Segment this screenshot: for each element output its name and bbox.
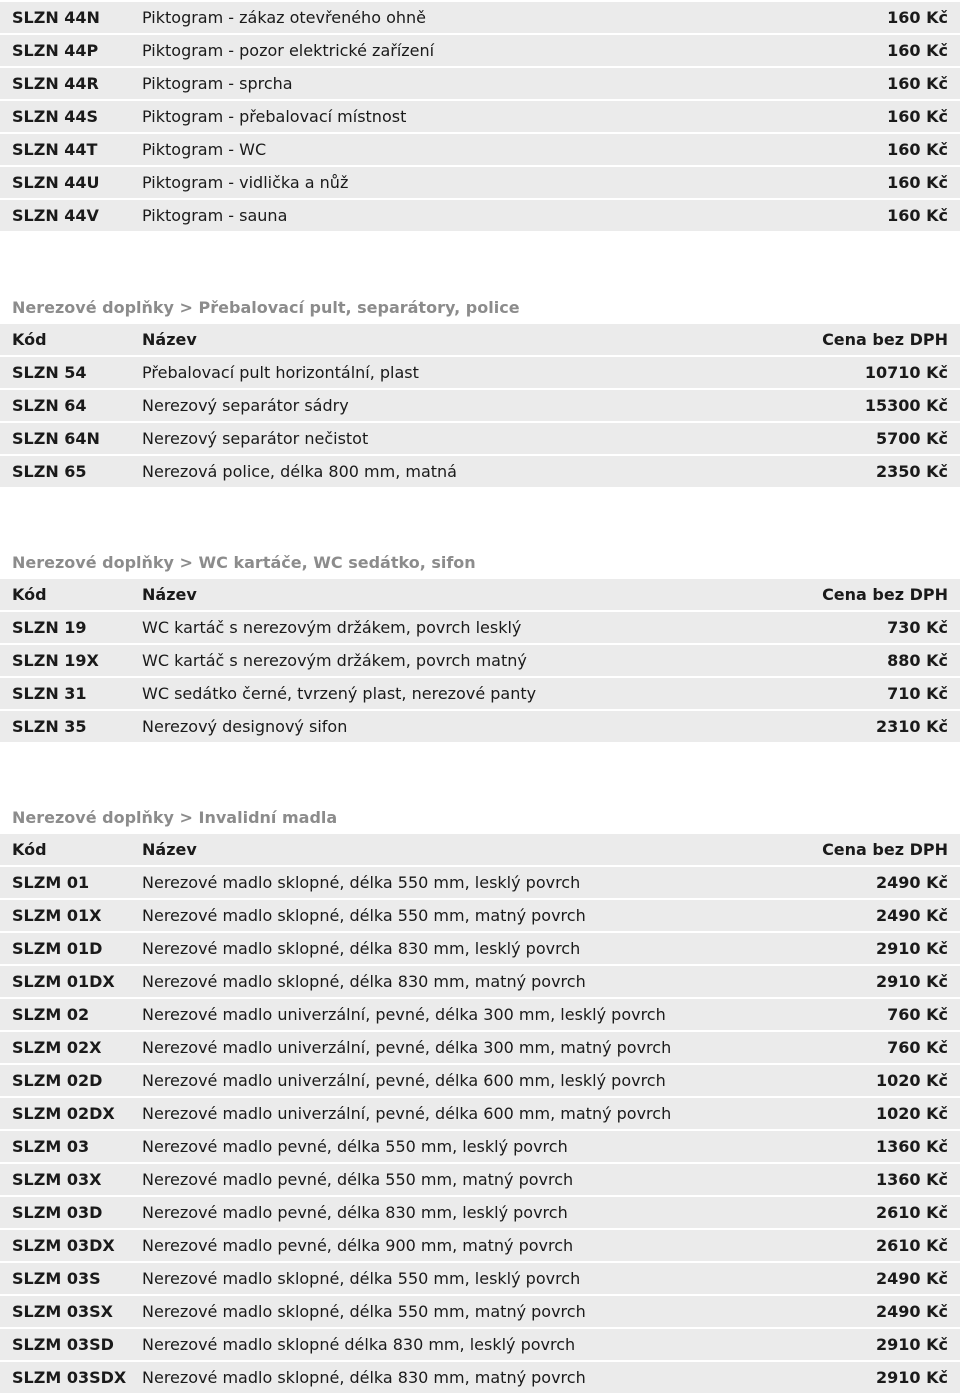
- header-row: [0, 579, 960, 612]
- product-name: Nerezové madlo sklopné délka 830 mm, lesklý povrch: [142, 1329, 760, 1362]
- product-price: 2350 Kč: [760, 456, 960, 489]
- table-row: [0, 134, 960, 167]
- product-code: SLZN 44P: [0, 35, 142, 68]
- table-row: [0, 1329, 960, 1362]
- product-code: SLZN 44N: [0, 2, 142, 35]
- product-code: SLZN 65: [0, 456, 142, 489]
- table-row: [0, 966, 960, 999]
- product-name: Nerezové madlo sklopné, délka 550 mm, matný povrch: [142, 1296, 760, 1329]
- product-price: 2490 Kč: [760, 900, 960, 933]
- product-name: Piktogram - vidlička a nůž: [142, 167, 760, 200]
- section-title: Nerezové doplňky > WC kartáče, WC sedátko, sifon: [12, 553, 476, 572]
- product-price: 1020 Kč: [760, 1098, 960, 1131]
- product-price: 5700 Kč: [760, 423, 960, 456]
- product-code: SLZM 02DX: [0, 1098, 142, 1131]
- product-name: Piktogram - přebalovací místnost: [142, 101, 760, 134]
- table-row: [0, 1032, 960, 1065]
- product-code: SLZM 03: [0, 1131, 142, 1164]
- pictogram-table: [0, 2, 960, 233]
- section-title: Nerezové doplňky > Přebalovací pult, separátory, police: [12, 298, 520, 317]
- product-name: Nerezové madlo sklopné, délka 830 mm, matný povrch: [142, 966, 760, 999]
- product-code: SLZM 02X: [0, 1032, 142, 1065]
- product-code: SLZM 01DX: [0, 966, 142, 999]
- product-code: SLZM 01D: [0, 933, 142, 966]
- product-code: SLZN 19X: [0, 645, 142, 678]
- product-name: Nerezové madlo univerzální, pevné, délka 300 mm, lesklý povrch: [142, 999, 760, 1032]
- product-name: Piktogram - zákaz otevřeného ohně: [142, 2, 760, 35]
- table-row: [0, 200, 960, 233]
- table-row: [0, 1362, 960, 1395]
- header-price: Cena bez DPH: [760, 834, 960, 867]
- product-name: Nerezový separátor nečistot: [142, 423, 760, 456]
- product-name: Nerezové madlo univerzální, pevné, délka 600 mm, lesklý povrch: [142, 1065, 760, 1098]
- table-row: [0, 999, 960, 1032]
- product-code: SLZM 03S: [0, 1263, 142, 1296]
- table-row: [0, 1065, 960, 1098]
- product-name: Piktogram - pozor elektrické zařízení: [142, 35, 760, 68]
- header-row: [0, 834, 960, 867]
- product-name: Nerezové madlo pevné, délka 830 mm, lesklý povrch: [142, 1197, 760, 1230]
- product-price: 730 Kč: [760, 612, 960, 645]
- product-name: Nerezové madlo sklopné, délka 550 mm, lesklý povrch: [142, 867, 760, 900]
- product-price: 2910 Kč: [760, 1329, 960, 1362]
- product-code: SLZM 02: [0, 999, 142, 1032]
- table-row: [0, 612, 960, 645]
- product-code: SLZN 64N: [0, 423, 142, 456]
- header-name: Název: [142, 324, 760, 357]
- section-spacer: [0, 489, 960, 546]
- table-row: [0, 900, 960, 933]
- product-name: Piktogram - sprcha: [142, 68, 760, 101]
- product-name: Nerezové madlo pevné, délka 900 mm, matný povrch: [142, 1230, 760, 1263]
- product-price: 160 Kč: [760, 68, 960, 101]
- header-price: Cena bez DPH: [760, 324, 960, 357]
- wc-accessories-body: [0, 612, 960, 744]
- table-header: [0, 579, 960, 612]
- product-price: 710 Kč: [760, 678, 960, 711]
- product-name: Nerezové madlo sklopné, délka 550 mm, matný povrch: [142, 900, 760, 933]
- product-price: 2610 Kč: [760, 1197, 960, 1230]
- section-spacer: [0, 744, 960, 801]
- product-price: 2490 Kč: [760, 867, 960, 900]
- product-name: Piktogram - WC: [142, 134, 760, 167]
- header-code: Kód: [0, 579, 142, 612]
- product-code: SLZN 44V: [0, 200, 142, 233]
- table-row: [0, 711, 960, 744]
- product-price: 160 Kč: [760, 101, 960, 134]
- product-code: SLZM 03SD: [0, 1329, 142, 1362]
- product-price: 1020 Kč: [760, 1065, 960, 1098]
- product-price: 2610 Kč: [760, 1230, 960, 1263]
- table-row: [0, 1296, 960, 1329]
- product-code: SLZN 35: [0, 711, 142, 744]
- product-name: WC kartáč s nerezovým držákem, povrch lesklý: [142, 612, 760, 645]
- product-code: SLZN 44S: [0, 101, 142, 134]
- table-row: [0, 423, 960, 456]
- product-code: SLZM 03SX: [0, 1296, 142, 1329]
- product-name: Piktogram - sauna: [142, 200, 760, 233]
- product-price: 1360 Kč: [760, 1164, 960, 1197]
- product-code: SLZN 44U: [0, 167, 142, 200]
- product-code: SLZM 01X: [0, 900, 142, 933]
- product-name: WC sedátko černé, tvrzený plast, nerezové panty: [142, 678, 760, 711]
- pictogram-table-body: [0, 2, 960, 233]
- product-price: 880 Kč: [760, 645, 960, 678]
- product-code: SLZN 31: [0, 678, 142, 711]
- table-row: [0, 357, 960, 390]
- product-name: Nerezový designový sifon: [142, 711, 760, 744]
- table-row: [0, 390, 960, 423]
- product-price: 2910 Kč: [760, 933, 960, 966]
- product-name: Nerezové madlo sklopné, délka 830 mm, lesklý povrch: [142, 933, 760, 966]
- table-row: [0, 167, 960, 200]
- product-price: 160 Kč: [760, 2, 960, 35]
- grab-bars-body: [0, 867, 960, 1395]
- table-row: [0, 456, 960, 489]
- product-price: 10710 Kč: [760, 357, 960, 390]
- header-price: Cena bez DPH: [760, 579, 960, 612]
- product-code: SLZM 02D: [0, 1065, 142, 1098]
- product-name: Nerezové madlo sklopné, délka 830 mm, matný povrch: [142, 1362, 760, 1395]
- header-row: [0, 324, 960, 357]
- product-price: 2310 Kč: [760, 711, 960, 744]
- changing-table-table: [0, 324, 960, 489]
- product-code: SLZN 19: [0, 612, 142, 645]
- product-code: SLZM 01: [0, 867, 142, 900]
- product-code: SLZM 03X: [0, 1164, 142, 1197]
- table-row: [0, 35, 960, 68]
- product-price: 2910 Kč: [760, 966, 960, 999]
- changing-table-body: [0, 357, 960, 489]
- product-price: 15300 Kč: [760, 390, 960, 423]
- table-row: [0, 1197, 960, 1230]
- product-code: SLZM 03D: [0, 1197, 142, 1230]
- product-code: SLZN 44R: [0, 68, 142, 101]
- grab-bars-table: [0, 834, 960, 1395]
- header-name: Název: [142, 834, 760, 867]
- table-row: [0, 1131, 960, 1164]
- wc-accessories-table: [0, 579, 960, 744]
- product-price: 2490 Kč: [760, 1296, 960, 1329]
- table-row: [0, 678, 960, 711]
- product-price: 2490 Kč: [760, 1263, 960, 1296]
- product-price: 760 Kč: [760, 1032, 960, 1065]
- product-price: 160 Kč: [760, 134, 960, 167]
- product-name: Nerezový separátor sádry: [142, 390, 760, 423]
- table-row: [0, 933, 960, 966]
- table-row: [0, 101, 960, 134]
- table-row: [0, 867, 960, 900]
- product-price: 760 Kč: [760, 999, 960, 1032]
- product-code: SLZN 54: [0, 357, 142, 390]
- product-name: Nerezové madlo sklopné, délka 550 mm, lesklý povrch: [142, 1263, 760, 1296]
- table-header: [0, 324, 960, 357]
- table-row: [0, 2, 960, 35]
- section-spacer: [0, 233, 960, 291]
- product-name: WC kartáč s nerezovým držákem, povrch matný: [142, 645, 760, 678]
- header-code: Kód: [0, 324, 142, 357]
- table-row: [0, 1098, 960, 1131]
- product-code: SLZN 64: [0, 390, 142, 423]
- table-row: [0, 68, 960, 101]
- product-name: Nerezová police, délka 800 mm, matná: [142, 456, 760, 489]
- product-name: Přebalovací pult horizontální, plast: [142, 357, 760, 390]
- product-code: SLZN 44T: [0, 134, 142, 167]
- product-price: 1360 Kč: [760, 1131, 960, 1164]
- table-row: [0, 1230, 960, 1263]
- product-price: 160 Kč: [760, 167, 960, 200]
- table-row: [0, 1263, 960, 1296]
- product-price: 160 Kč: [760, 35, 960, 68]
- header-code: Kód: [0, 834, 142, 867]
- table-row: [0, 1164, 960, 1197]
- table-header: [0, 834, 960, 867]
- section-title: Nerezové doplňky > Invalidní madla: [12, 808, 338, 827]
- header-name: Název: [142, 579, 760, 612]
- product-name: Nerezové madlo pevné, délka 550 mm, matný povrch: [142, 1164, 760, 1197]
- product-code: SLZM 03SDX: [0, 1362, 142, 1395]
- product-name: Nerezové madlo univerzální, pevné, délka 300 mm, matný povrch: [142, 1032, 760, 1065]
- table-row: [0, 645, 960, 678]
- product-name: Nerezové madlo pevné, délka 550 mm, lesklý povrch: [142, 1131, 760, 1164]
- product-name: Nerezové madlo univerzální, pevné, délka 600 mm, matný povrch: [142, 1098, 760, 1131]
- product-price: 160 Kč: [760, 200, 960, 233]
- product-code: SLZM 03DX: [0, 1230, 142, 1263]
- product-price: 2910 Kč: [760, 1362, 960, 1395]
